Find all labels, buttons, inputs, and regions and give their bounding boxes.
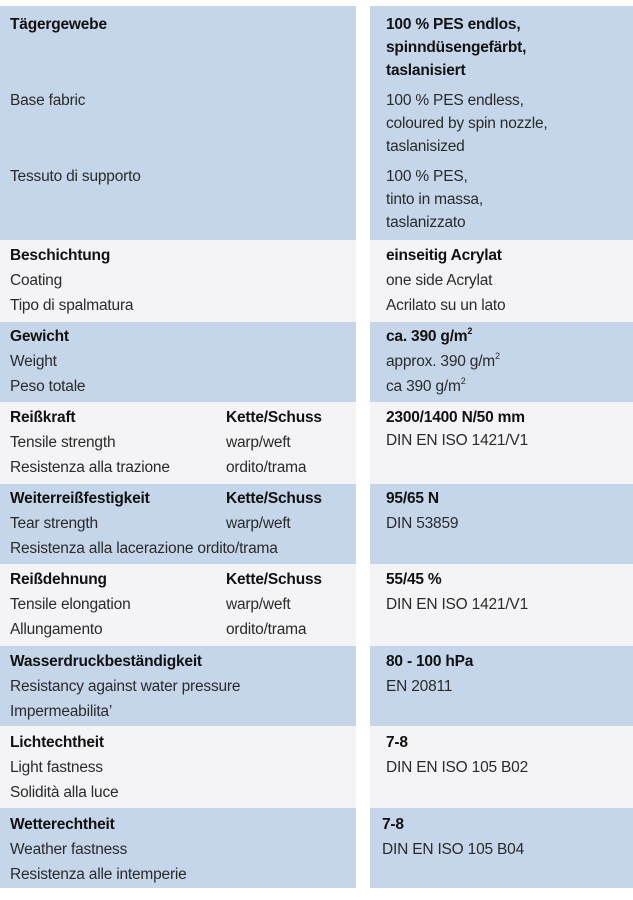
property-value bbox=[386, 137, 465, 156]
property-value-text: spinndüsengefärbt, bbox=[386, 39, 527, 56]
property-value bbox=[386, 114, 548, 133]
direction-label-text: ordito/trama bbox=[226, 459, 307, 476]
property-value-superscript: 2 bbox=[467, 325, 473, 336]
property-label bbox=[10, 433, 115, 452]
property-value bbox=[386, 167, 468, 186]
property-value-text: approx. 390 g/m bbox=[386, 353, 496, 370]
property-value-text: 7-8 bbox=[386, 734, 408, 751]
column-gutter bbox=[356, 0, 370, 900]
property-label-text: Tägergewebe bbox=[10, 16, 107, 33]
property-label-text: Reißdehnung bbox=[10, 571, 107, 588]
property-label bbox=[10, 783, 118, 802]
property-value-text: DIN EN ISO 1421/V1 bbox=[386, 596, 528, 613]
property-value bbox=[382, 815, 404, 834]
spec-row bbox=[0, 322, 633, 402]
direction-label-text: warp/weft bbox=[226, 515, 291, 532]
property-label-text: Solidità alla luce bbox=[10, 784, 119, 801]
property-value bbox=[386, 652, 473, 671]
property-value bbox=[386, 15, 520, 34]
property-label-text: Resistenza alle intemperie bbox=[10, 866, 187, 883]
direction-label-text: warp/weft bbox=[226, 434, 291, 451]
property-label bbox=[10, 595, 131, 614]
property-label-text: Wetterechtheit bbox=[10, 816, 115, 833]
property-label-text: Resistancy against water pressure bbox=[10, 678, 241, 695]
property-label-text: Beschichtung bbox=[10, 247, 111, 264]
direction-label bbox=[226, 620, 306, 639]
property-label bbox=[10, 570, 107, 589]
property-label-text: Allungamento bbox=[10, 621, 103, 638]
property-value-text: coloured by spin nozzle, bbox=[386, 115, 548, 132]
property-value bbox=[386, 61, 465, 80]
property-label-text: Light fastness bbox=[10, 759, 103, 776]
property-value bbox=[382, 840, 524, 859]
property-label bbox=[10, 167, 141, 186]
property-label bbox=[10, 758, 103, 777]
property-value bbox=[386, 733, 408, 752]
direction-label-text: warp/weft bbox=[226, 596, 291, 613]
direction-label-text: Kette/Schuss bbox=[226, 571, 322, 588]
property-label bbox=[10, 677, 240, 696]
property-label bbox=[10, 296, 133, 315]
property-label-text: Resistenza alla trazione bbox=[10, 459, 170, 476]
property-value bbox=[386, 352, 500, 371]
direction-label bbox=[226, 433, 291, 452]
property-value-text: one side Acrylat bbox=[386, 272, 493, 289]
property-value-text: taslanizzato bbox=[386, 214, 466, 231]
property-label-text: Resistenza alla lacerazione ordito/trama bbox=[10, 540, 278, 557]
property-label bbox=[10, 815, 115, 834]
property-value bbox=[386, 190, 483, 209]
property-value-text: 55/45 % bbox=[386, 571, 442, 588]
property-label bbox=[10, 352, 57, 371]
row-label-cell bbox=[0, 6, 356, 240]
property-value bbox=[386, 408, 525, 427]
property-value bbox=[386, 431, 528, 450]
property-value-text: 100 % PES, bbox=[386, 168, 468, 185]
property-value-superscript: 2 bbox=[495, 350, 500, 361]
property-label bbox=[10, 702, 112, 721]
property-label bbox=[10, 271, 62, 290]
property-value-superscript: 2 bbox=[460, 375, 466, 386]
property-label-text: Base fabric bbox=[10, 92, 86, 109]
property-value bbox=[386, 91, 524, 110]
direction-label bbox=[226, 458, 306, 477]
property-value bbox=[386, 677, 452, 696]
direction-label-text: Kette/Schuss bbox=[226, 490, 322, 507]
property-value-text: 7-8 bbox=[382, 816, 404, 833]
property-label bbox=[10, 15, 107, 34]
property-label-text: Weight bbox=[10, 353, 57, 370]
property-value bbox=[386, 213, 465, 232]
property-value bbox=[386, 595, 528, 614]
property-label bbox=[10, 620, 102, 639]
direction-label bbox=[226, 514, 291, 533]
direction-label-text: ordito/trama bbox=[226, 621, 307, 638]
direction-label bbox=[226, 489, 322, 508]
property-value-text: DIN 53859 bbox=[386, 515, 459, 532]
property-value bbox=[386, 758, 528, 777]
property-label bbox=[10, 377, 85, 396]
property-value bbox=[386, 246, 502, 265]
direction-label bbox=[226, 570, 322, 589]
property-value bbox=[386, 38, 526, 57]
property-label-text: Peso totale bbox=[10, 378, 86, 395]
property-value-text: einseitig Acrylat bbox=[386, 247, 502, 264]
property-value-text: EN 20811 bbox=[386, 678, 453, 695]
property-value bbox=[386, 327, 472, 346]
property-label bbox=[10, 865, 187, 884]
property-label bbox=[10, 246, 110, 265]
property-label bbox=[10, 733, 104, 752]
property-label-text: Gewicht bbox=[10, 328, 69, 345]
property-label-text: Weather fastness bbox=[10, 841, 128, 858]
property-value bbox=[386, 296, 505, 315]
property-value-text: taslanisized bbox=[386, 138, 465, 155]
property-label-text: Tensile elongation bbox=[10, 596, 131, 613]
property-label bbox=[10, 840, 127, 859]
direction-label bbox=[226, 408, 322, 427]
property-value-text: DIN EN ISO 1421/V1 bbox=[386, 432, 528, 449]
property-label bbox=[10, 539, 278, 558]
property-label bbox=[10, 652, 202, 671]
property-label-text: Weiterreißfestigkeit bbox=[10, 490, 150, 507]
property-value-text: DIN EN ISO 105 B04 bbox=[382, 841, 524, 858]
property-label-text: Lichtechtheit bbox=[10, 734, 104, 751]
property-label-text: Wasserdruckbeständigkeit bbox=[10, 653, 202, 670]
property-label bbox=[10, 514, 98, 533]
property-value-text: 80 - 100 hPa bbox=[386, 653, 474, 670]
property-value-text: 2300/1400 N/50 mm bbox=[386, 409, 525, 426]
property-value-text: ca. 390 g/m bbox=[386, 328, 468, 345]
property-value-text: ca 390 g/m bbox=[386, 378, 461, 395]
property-value-text: taslanisiert bbox=[386, 62, 466, 79]
property-label bbox=[10, 91, 85, 110]
direction-label bbox=[226, 595, 291, 614]
direction-label-text: Kette/Schuss bbox=[226, 409, 322, 426]
property-value bbox=[386, 377, 466, 396]
property-label-text: Tessuto di supporto bbox=[10, 168, 141, 185]
property-label bbox=[10, 327, 69, 346]
property-label-text: Tipo di spalmatura bbox=[10, 297, 134, 314]
property-value bbox=[386, 570, 441, 589]
property-label-text: Coating bbox=[10, 272, 63, 289]
property-label-text: Reißkraft bbox=[10, 409, 76, 426]
property-value bbox=[386, 514, 458, 533]
property-value bbox=[386, 271, 492, 290]
property-value-text: 95/65 N bbox=[386, 490, 439, 507]
property-value bbox=[386, 489, 439, 508]
property-label-text: Tensile strength bbox=[10, 434, 116, 451]
property-label bbox=[10, 408, 75, 427]
property-value-text: 100 % PES endlos, bbox=[386, 16, 521, 33]
property-label bbox=[10, 458, 170, 477]
property-label-text: Tear strength bbox=[10, 515, 98, 532]
property-label-text: Impermeabilita’ bbox=[10, 703, 113, 720]
property-value-text: tinto in massa, bbox=[386, 191, 483, 208]
property-value-text: Acrilato su un lato bbox=[386, 297, 506, 314]
property-value-text: DIN EN ISO 105 B02 bbox=[386, 759, 528, 776]
property-label bbox=[10, 489, 150, 508]
property-value-text: 100 % PES endless, bbox=[386, 92, 524, 109]
